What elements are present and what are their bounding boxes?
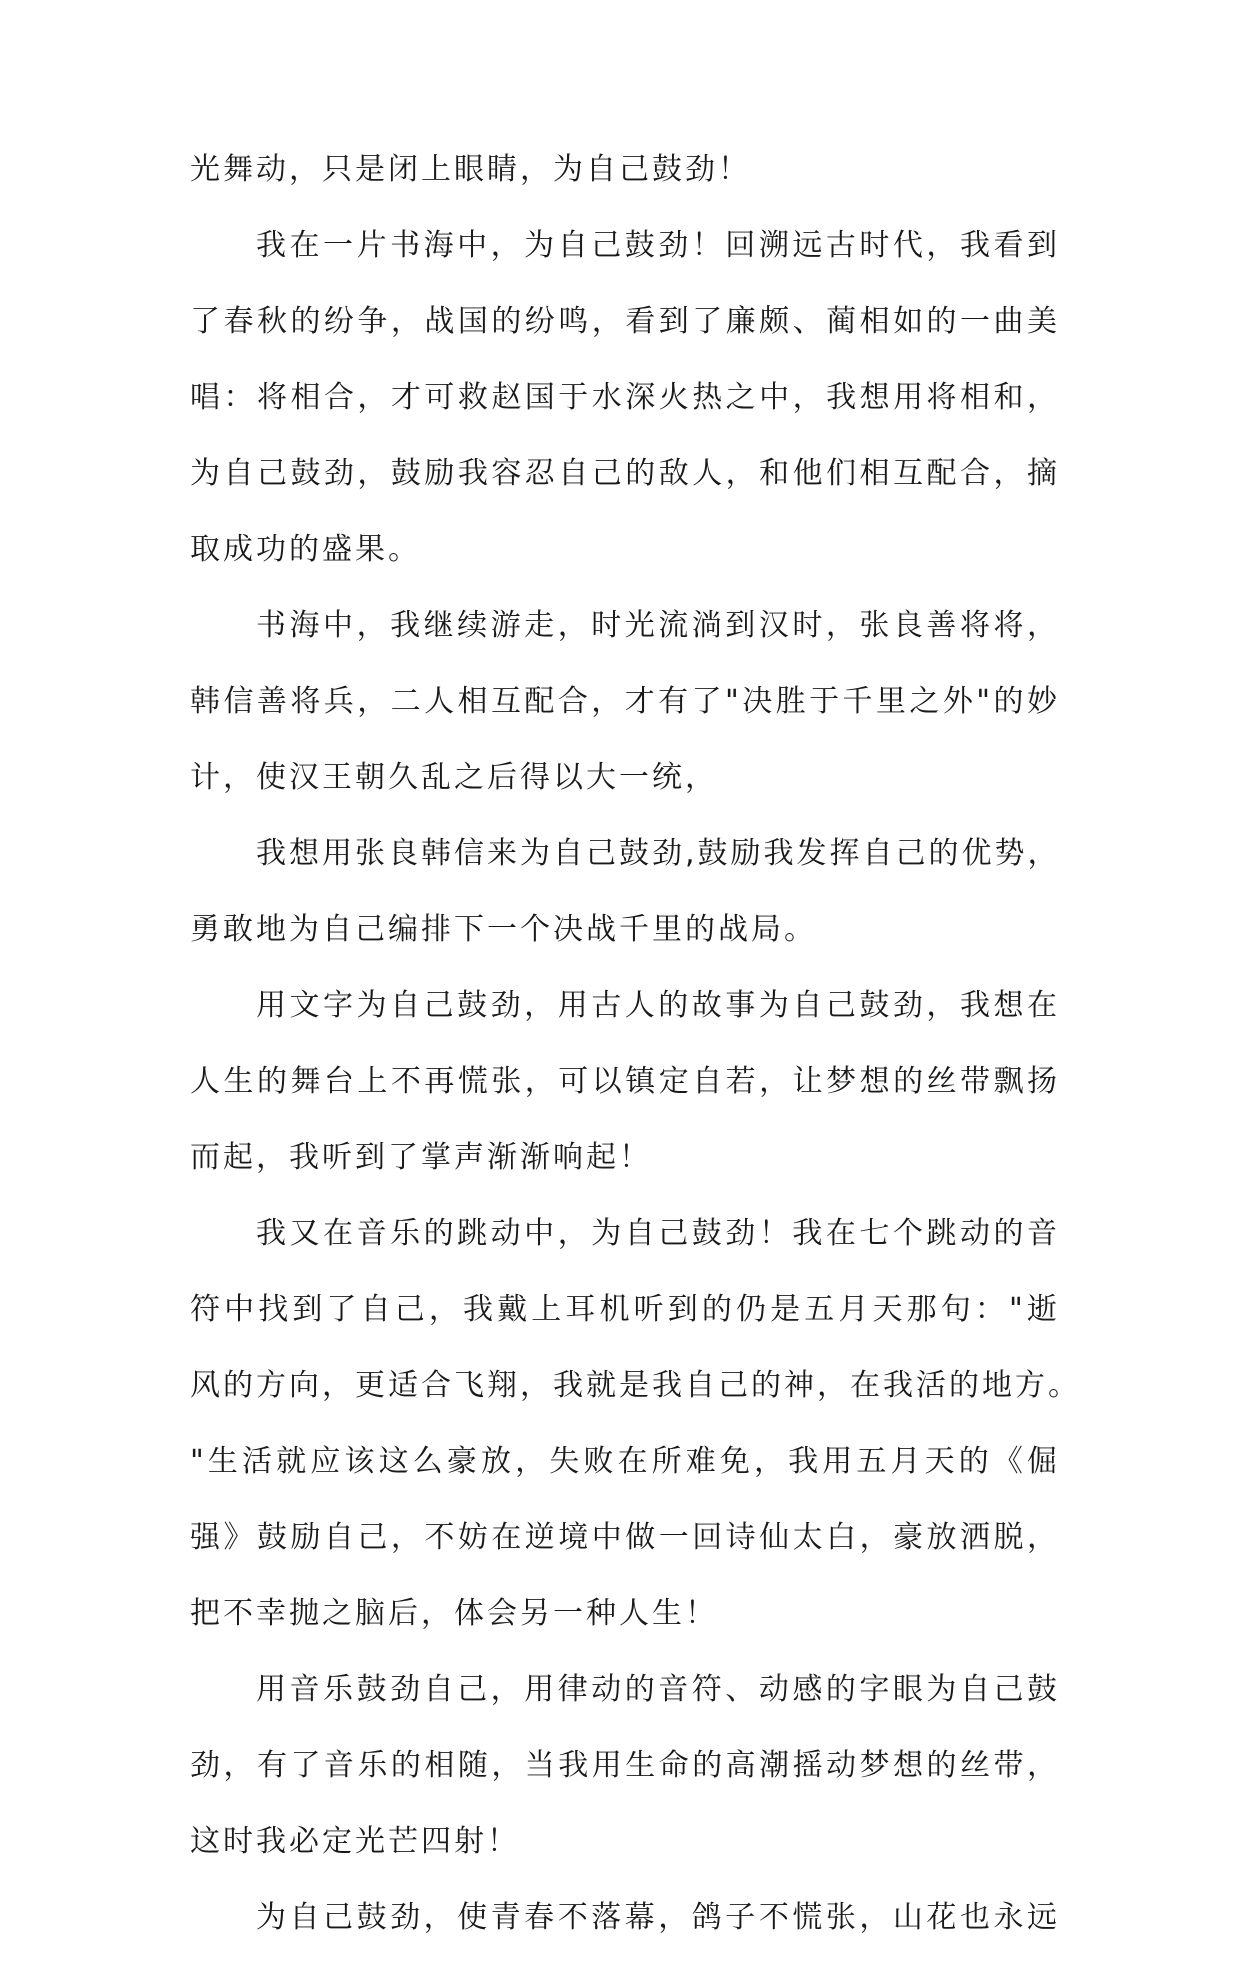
text-line: 我又在音乐的跳动中，为自己鼓劲！我在七个跳动的音 [256, 1216, 1060, 1251]
document-body [190, 151, 1081, 1975]
text-line: 人生的舞台上不再慌张，可以镇定自若，让梦想的丝带飘扬 [190, 1064, 1060, 1099]
text-line: 劲，有了音乐的相随，当我用生命的高潮摇动梦想的丝带， [190, 1748, 1060, 1783]
text-line: 把不幸抛之脑后，体会另一种人生！ [190, 1596, 718, 1631]
text-line: 而起，我听到了掌声渐渐响起！ [190, 1140, 652, 1175]
text-line: 勇敢地为自己编排下一个决战千里的战局。 [190, 912, 817, 947]
text-line: 符中找到了自己，我戴上耳机听到的仍是五月天那句："逝 [190, 1292, 1060, 1327]
text-line: 光舞动，只是闭上眼睛，为自己鼓劲！ [190, 152, 751, 187]
text-line: 用文字为自己鼓劲，用古人的故事为自己鼓劲，我想在 [256, 988, 1060, 1023]
text-line: 强》鼓励自己，不妨在逆境中做一回诗仙太白，豪放洒脱， [190, 1520, 1060, 1555]
text-line: 我想用张良韩信来为自己鼓劲,鼓励我发挥自己的优势， [256, 836, 1061, 871]
text-line: 为自己鼓劲，使青春不落幕，鸽子不慌张，山花也永远 [256, 1900, 1060, 1935]
text-line: 书海中，我继续游走，时光流淌到汉时，张良善将将， [256, 608, 1060, 643]
text-line: 了春秋的纷争，战国的纷鸣，看到了廉颇、蔺相如的一曲美 [190, 304, 1060, 339]
text-line: 这时我必定光芒四射！ [190, 1824, 520, 1859]
text-line: 风的方向，更适合飞翔，我就是我自己的神，在我活的地方。 [190, 1368, 1081, 1403]
text-line: 唱：将相合，才可救赵国于水深火热之中，我想用将相和， [190, 380, 1060, 415]
text-line: 为自己鼓劲，鼓励我容忍自己的敌人，和他们相互配合，摘 [190, 456, 1060, 491]
text-line: 取成功的盛果。 [190, 532, 421, 567]
text-line: 计，使汉王朝久乱之后得以大一统， [190, 760, 718, 795]
text-line: 用音乐鼓劲自己，用律动的音符、动感的字眼为自己鼓 [256, 1672, 1060, 1707]
text-line: "生活就应该这么豪放，失败在所难免，我用五月天的《倔 [190, 1444, 1060, 1479]
text-line: 我在一片书海中，为自己鼓劲！回溯远古时代，我看到 [256, 228, 1060, 263]
text-line: 韩信善将兵，二人相互配合，才有了"决胜于千里之外"的妙 [190, 684, 1060, 719]
